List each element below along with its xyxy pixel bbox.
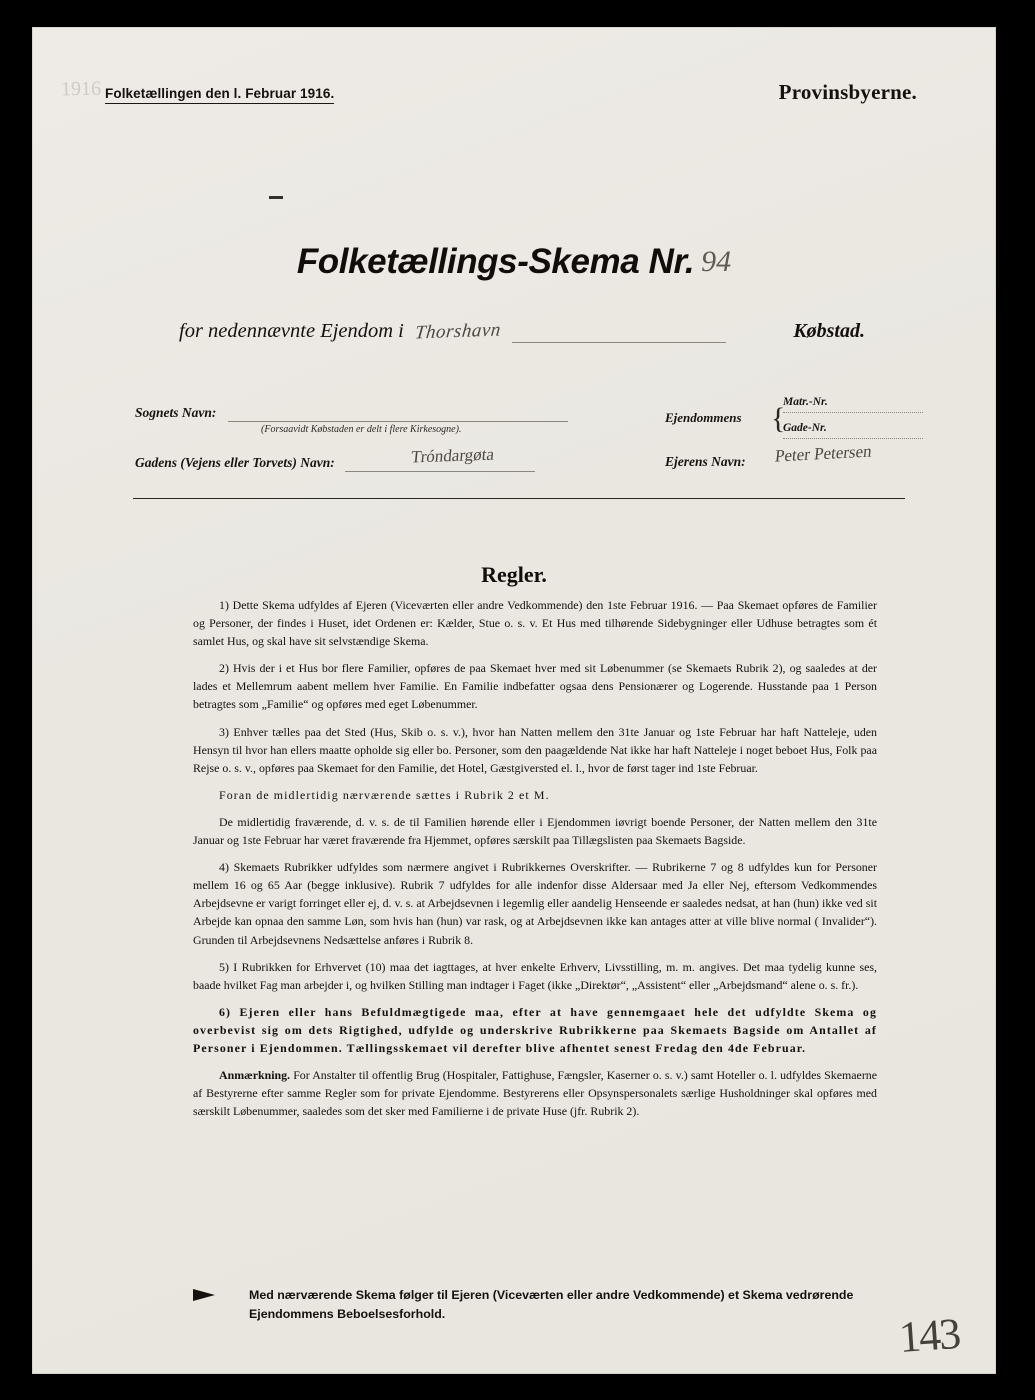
remark-label: Anmærkning. [219,1068,291,1083]
document-page [33,28,995,1373]
owner-label: Ejerens Navn: [665,454,746,469]
page-title: Folketællings-Skema Nr. [296,242,695,281]
rules-body [193,596,877,1129]
subtitle-row [179,320,865,343]
property-label: Ejendommens [665,410,742,425]
property-field-matr: Matr.-Nr. [783,396,923,413]
remark-text: For Anstalter til offentlig Brug (Hospitaler, Fattighuse, Fængsler, Kaserner o. s. v.) samt Hoteller o. l. udfyldes Skemaerne af Bestyrerne efter samme Regler som for private Ejendomme. Bestyrerens eller Opsynspersonalets særlige Husholdninger skal opføres med særskilt Løbenummer, saaledes som det sker med Familierne i de private Huse (jfr. Rubrik 2). [193,1068,878,1119]
parish-row [135,404,568,422]
kobstad-label: Købstad. [793,320,865,342]
region-label: Provinsbyerne. [778,80,917,104]
property-fields [783,396,923,448]
footer-text: Med nærværende Skema følger til Ejeren (Viceværten eller andre Vedkommende) et Skema vedrørende Ejendommens Beboelsesforhold. [249,1288,854,1322]
rules-heading: Regler. [481,562,547,587]
census-date-label: Folketællingen den l. Februar 1916. [105,86,334,104]
owner-handwritten: Peter Petersen [774,441,873,466]
rule-item: 2) Hvis der i et Hus bor flere Familier, opføres de paa Skemaet hver med sit Løbenummer (se Skemaets Rubrik 2), og saaledes at der lades et Mellemrum aabent mellem hver Familie. En Familie indbefatter ogsaa dens Pensionærer og Logerende. Husstande paa 1 Person betragtes som „Familie“ og opføres med eget Løbenummer. [193,661,877,712]
parish-note: (Forsaavidt Købstaden er delt i flere Kirkesogne). [261,424,462,435]
title-row [33,242,995,282]
rule-item: 1) Dette Skema udfyldes af Ejeren (Viceværten eller andre Vedkommende) den 1ste Februar 1916. — Paa Skemaet opføres de Familier og Personer, der findes i Huset, idet Ordenen er: Kælder, Stue o. s. v. Et Hus med tilhørende Sidebygninger eller Udhuse betragtes som ét samlet Hus, og skal have sit selvstændige Skema. [193,598,877,649]
street-handwritten: Tróndargøta [410,444,496,467]
subtitle-prefix: for nedennævnte Ejendom i [179,320,404,342]
rule-item: 3) Enhver tælles paa det Sted (Hus, Skib o. s. v.), hvor han Natten mellem den 31te Januar og 1ste Februar har haft Natteleje, uden Hensyn til hvor han ellers maatte opholde sig eller bo. Personer, som den paagældende Nat ikke har haft Natteleje i noget beboet Hus, Folk paa Rejse o. s. v., opføres paa Skemaet for den Familie, det Hotel, Gæstgiversted el. l., hvor de først tager ind 1ste Februar. [193,724,877,775]
page-number: 143 [897,1308,961,1363]
place-rule [512,329,726,343]
footer-note [193,1286,877,1324]
sheet-surface [33,28,995,1373]
street-label: Gadens (Vejens eller Torvets) Navn: [135,455,335,470]
pointer-icon [193,1289,215,1301]
parish-rule [228,408,568,422]
place-handwritten: Thorshavn [413,319,502,344]
decorative-dash [269,196,283,199]
section-divider [133,498,905,499]
rule-item: Foran de midlertidig nærværende sættes i Rubrik 2 et M. [219,787,550,802]
brace-icon: { [771,402,786,435]
parish-label: Sognets Navn: [135,405,217,420]
identity-block [135,396,903,486]
remark-paragraph [193,1066,877,1120]
rule-item: De midlertidig fraværende, d. v. s. de til Familien hørende eller i Ejendommen iøvrigt boende Personer, der Natten mellem den 31te Januar og 1ste Februar har været fraværende fra Hjemmet, opføres særskilt paa Tillægslisten paa Skemaets Bagside. [193,814,877,848]
rule-item: 5) I Rubrikken for Erhvervet (10) maa det iagttages, at hver enkelte Erhverv, Livsstilling, m. m. angives. Det maa tydelig kunne ses, baade hvilket Fag man arbejder i, og hvilken Stilling man indtager i Faget (ikke „Direktør“, „Assistent“ eller „Arbejdsmand“ alene o. s. fr.). [193,959,877,992]
rule-item: 6) Ejeren eller hans Befuldmægtigede maa, efter at have gennemgaaet hele det udfyldte Skema og overbevist sig om dets Rigtighed, udfylde og underskrive Rubrikkerne paa Skemaets Bagside om Antallet af Personer i Ejendommen. Tællingsskemaet vil derefter blive afhentet senest Fredag den 4de Februar. [193,1004,877,1055]
document-header [105,80,935,112]
ghost-marking: 1916 [60,77,102,101]
form-number: 94 [701,245,732,278]
property-field-gade: Gade-Nr. [783,422,923,439]
rule-item: 4) Skemaets Rubrikker udfyldes som nærmere angivet i Rubrikkernes Overskrifter. — Rubrikerne 7 og 8 udfyldes kun for Personer mellem 16 og 65 Aar (begge inklusive). Rubrik 7 udfyldes for alle indenfor disse Aldersaar med Ja eller Nej, eftersom Vedkommendes Arbejdsevne er varigt forringet eller ej, d. v. s. at Arbejdsevnen i legemlig eller aandelig Henseende er saaledes nedsat, at han (hun) ikke ved sit Arbejde kan opnaa den samme Løn, som hvis han (hun) var rask, og at Arbejdsevnen ikke kan antages atter at ville blive normal ( Invalider“). Grunden til Arbejdsevnens Nedsættelse anføres i Rubrik 8. [193,860,877,947]
